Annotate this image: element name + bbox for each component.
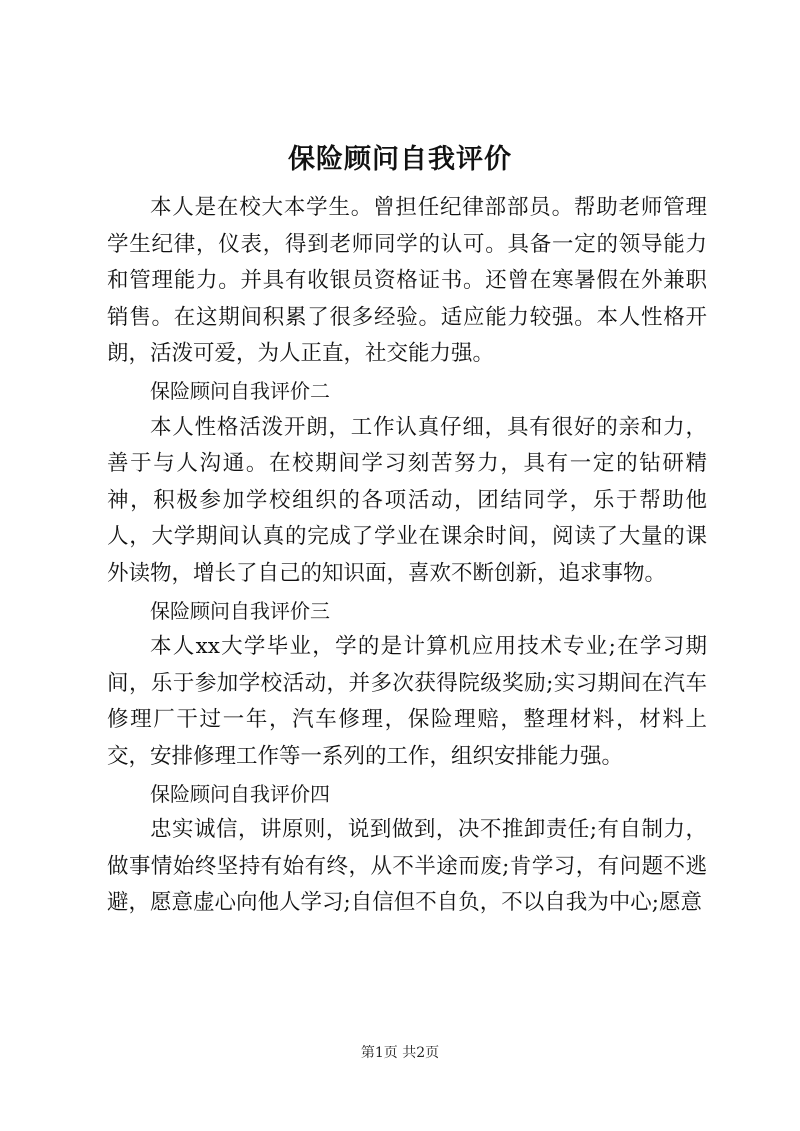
paragraph-4: 忠实诚信，讲原则，说到做到，决不推卸责任;有自制力，做事情始终坚持有始有终，从不半途而废;肯学习，有问题不逃避，愿意虚心向他人学习;自信但不自负，不以自我为中心;愿意	[107, 817, 707, 916]
document-title: 保险顾问自我评价	[288, 144, 512, 175]
paragraph-3: 本人xx大学毕业，学的是计算机应用技术专业;在学习期间，乐于参加学校活动，并多次获得院级奖励;实习期间在汽车修理厂干过一年，汽车修理，保险理赔，整理材料，材料上交，安排修理工作等一系列的工作，组织安排能力强。	[107, 634, 707, 769]
section-heading-3: 保险顾问自我评价三	[150, 598, 330, 623]
section-heading-4: 保险顾问自我评价四	[150, 781, 330, 806]
document-body	[107, 190, 707, 922]
paragraph-intro: 本人是在校大本学生。曾担任纪律部部员。帮助老师管理学生纪律，仪表，得到老师同学的认可。具备一定的领导能力和管理能力。并具有收银员资格证书。还曾在寒暑假在外兼职销售。在这期间积累了很多经验。适应能力较强。本人性格开朗，活泼可爱，为人正直，社交能力强。	[107, 195, 707, 367]
page-number-footer: 第1页 共2页	[360, 1045, 440, 1061]
section-heading-2: 保险顾问自我评价二	[150, 378, 330, 403]
paragraph-2: 本人性格活泼开朗，工作认真仔细，具有很好的亲和力，善于与人沟通。在校期间学习刻苦努力，具有一定的钻研精神，积极参加学校组织的各项活动，团结同学，乐于帮助他人，大学期间认真的完成了学业在课余时间，阅读了大量的课外读物，增长了自己的知识面，喜欢不断创新，追求事物。	[107, 414, 707, 586]
